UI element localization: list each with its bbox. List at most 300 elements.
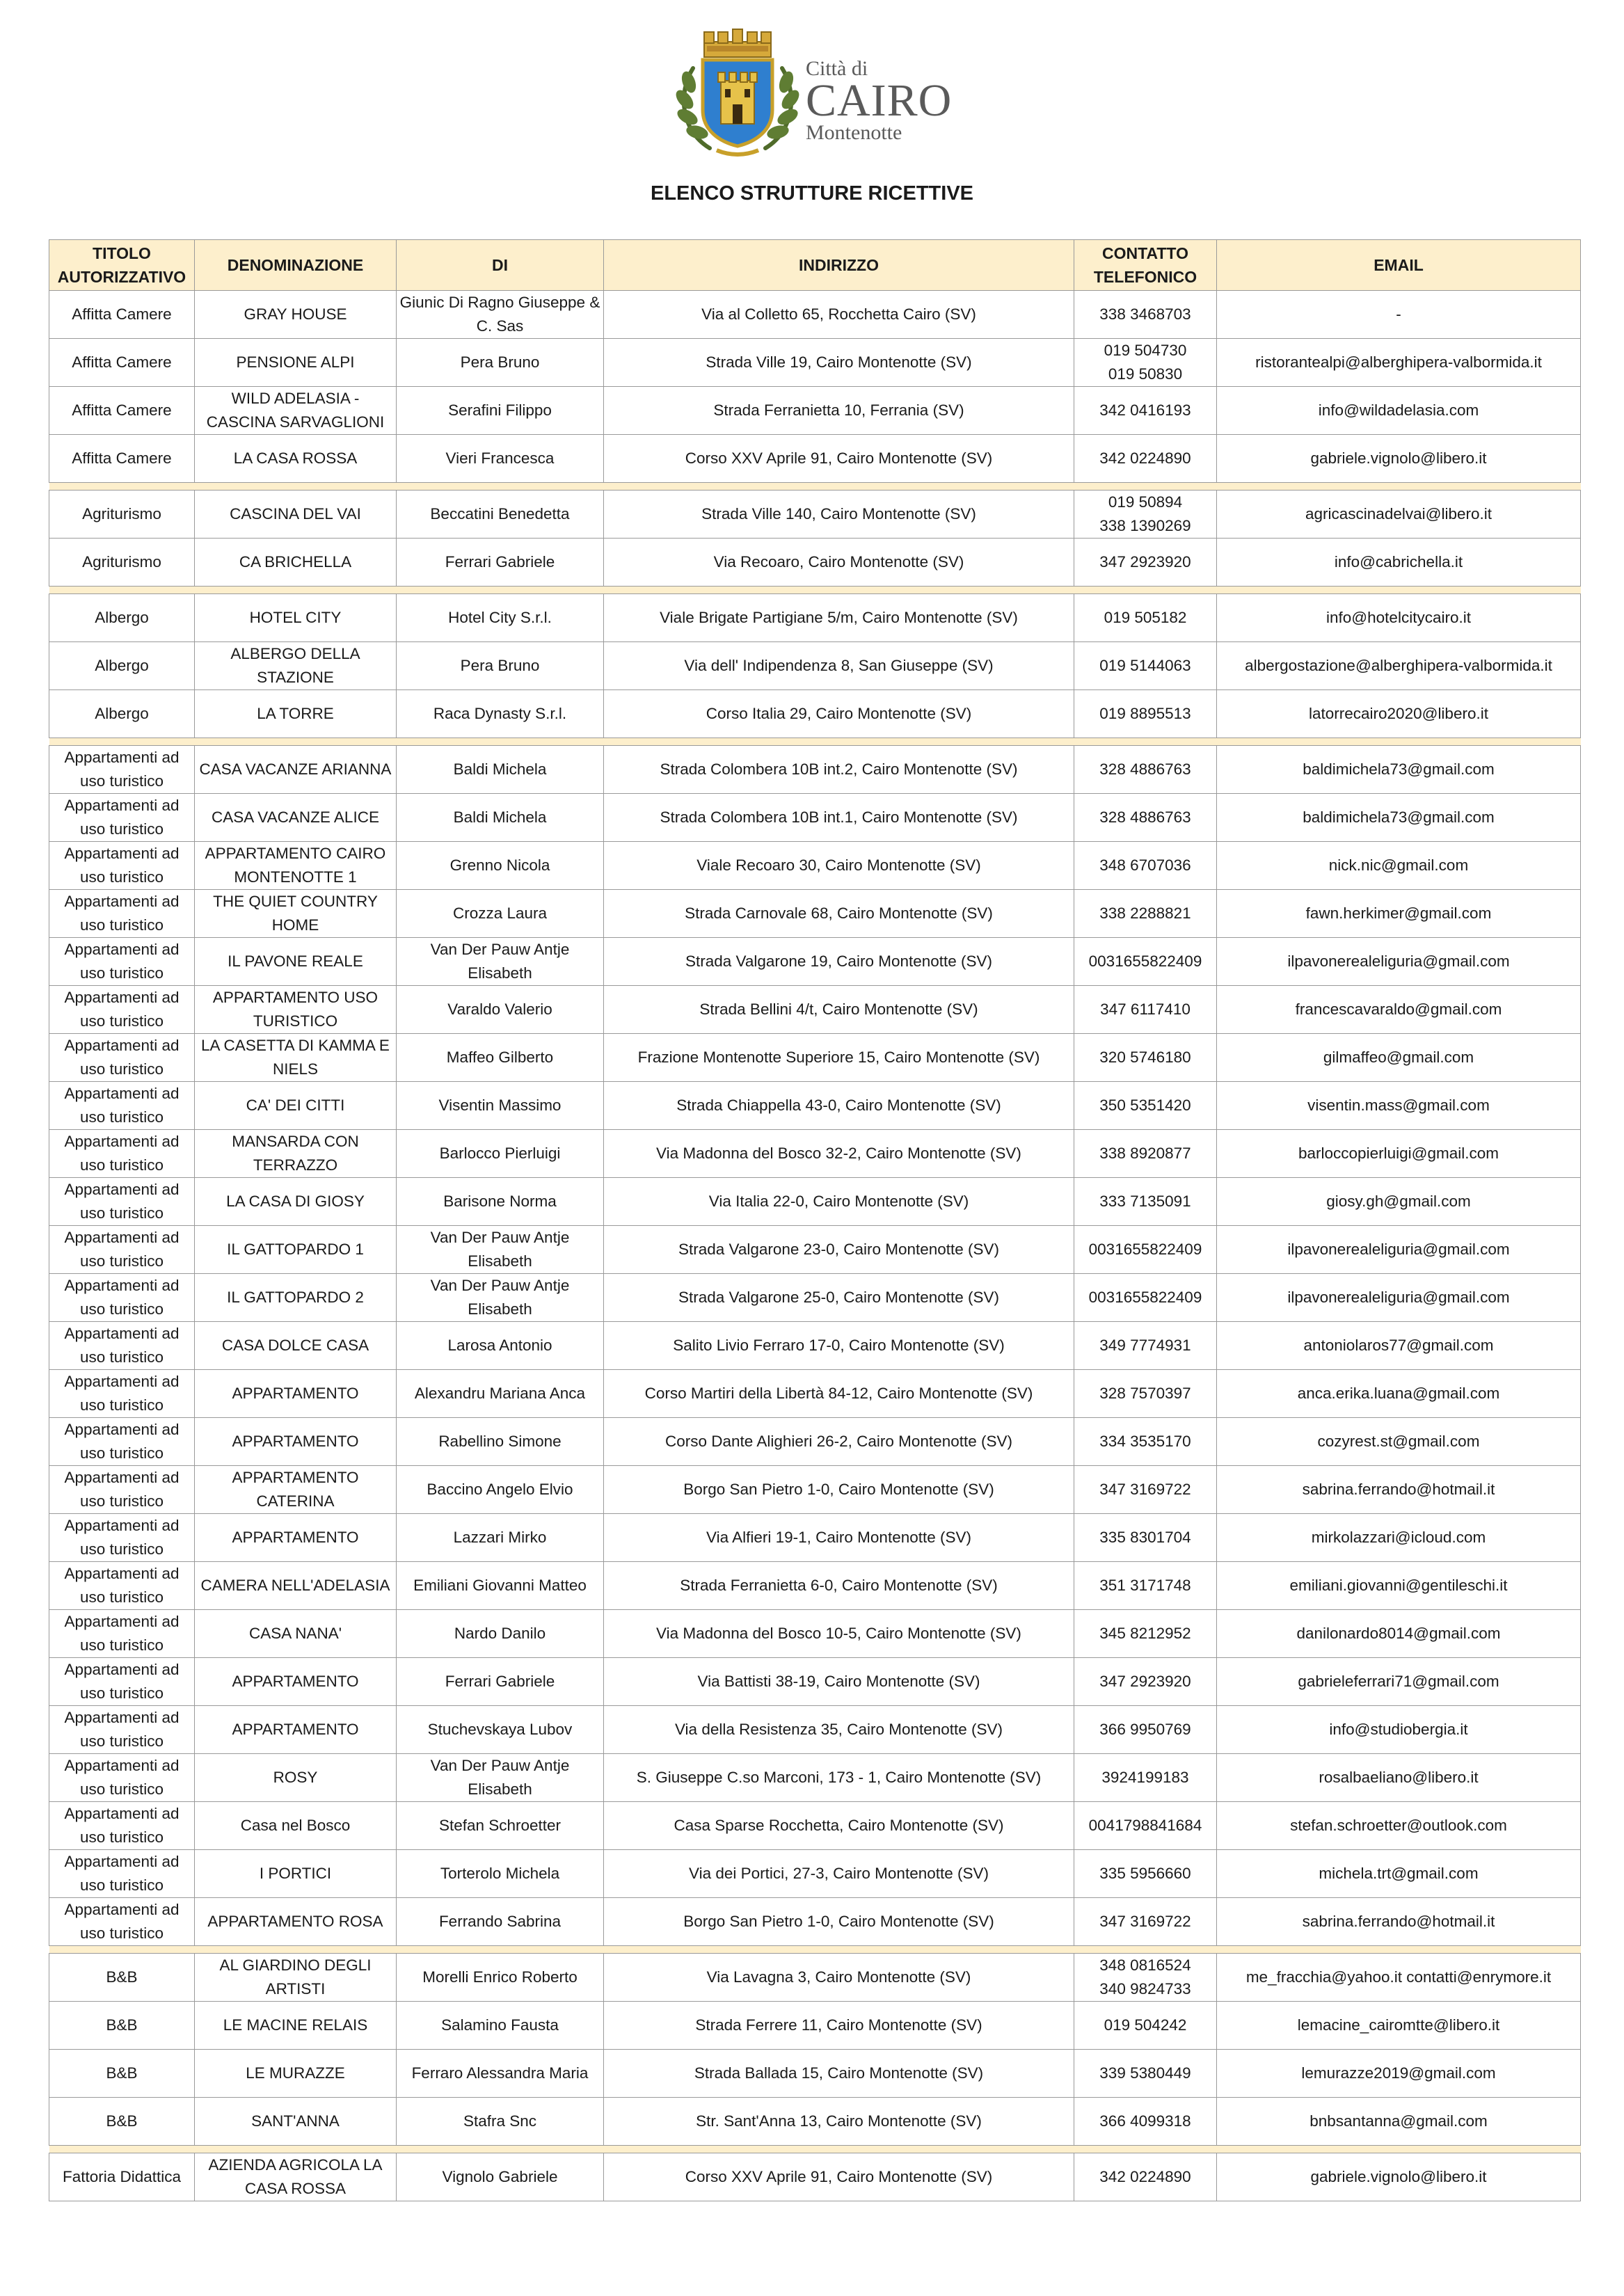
cell-email: giosy.gh@gmail.com	[1217, 1178, 1581, 1226]
cell-di: Baldi Michela	[397, 794, 604, 842]
cell-di: Van Der Pauw Antje Elisabeth	[397, 1274, 604, 1322]
cell-indirizzo: Via dell' Indipendenza 8, San Giuseppe (SV)	[604, 642, 1074, 690]
group-separator	[49, 738, 1581, 746]
cell-contatto: 019 504242	[1074, 2002, 1217, 2050]
group-separator-cell	[49, 483, 1581, 491]
cell-email: danilonardo8014@gmail.com	[1217, 1610, 1581, 1658]
cell-denominazione: LE MURAZZE	[195, 2050, 397, 2098]
cell-titolo: B&B	[49, 1954, 195, 2002]
cell-di: Grenno Nicola	[397, 842, 604, 890]
cell-denominazione: THE QUIET COUNTRY HOME	[195, 890, 397, 938]
cell-titolo: Appartamenti ad uso turistico	[49, 1898, 195, 1946]
cell-email: lemacine_cairomtte@libero.it	[1217, 2002, 1581, 2050]
table-row	[49, 986, 1581, 1034]
cell-email: stefan.schroetter@outlook.com	[1217, 1802, 1581, 1850]
cell-di: Serafini Filippo	[397, 387, 604, 435]
cell-denominazione: AZIENDA AGRICOLA LA CASA ROSSA	[195, 2153, 397, 2201]
cell-email: gilmaffeo@gmail.com	[1217, 1034, 1581, 1082]
cell-di: Vignolo Gabriele	[397, 2153, 604, 2201]
table-row	[49, 2098, 1581, 2146]
cell-di: Ferrari Gabriele	[397, 539, 604, 587]
cell-indirizzo: Via dei Portici, 27-3, Cairo Montenotte (SV)	[604, 1850, 1074, 1898]
cell-titolo: Appartamenti ad uso turistico	[49, 1226, 195, 1274]
cell-di: Stuchevskaya Lubov	[397, 1706, 604, 1754]
cell-di: Rabellino Simone	[397, 1418, 604, 1466]
cell-titolo: Appartamenti ad uso turistico	[49, 1274, 195, 1322]
table-row	[49, 1954, 1581, 2002]
cell-denominazione: SANT'ANNA	[195, 2098, 397, 2146]
cell-titolo: Appartamenti ad uso turistico	[49, 1370, 195, 1418]
cell-titolo: Agriturismo	[49, 491, 195, 539]
cell-contatto: 347 3169722	[1074, 1898, 1217, 1946]
cell-contatto: 0031655822409	[1074, 1274, 1217, 1322]
cell-indirizzo: Borgo San Pietro 1-0, Cairo Montenotte (SV)	[604, 1898, 1074, 1946]
cell-titolo: Appartamenti ad uso turistico	[49, 1802, 195, 1850]
cell-contatto: 328 7570397	[1074, 1370, 1217, 1418]
cell-indirizzo: Viale Recoaro 30, Cairo Montenotte (SV)	[604, 842, 1074, 890]
table-header-row	[49, 240, 1581, 291]
cell-denominazione: LA CASA DI GIOSY	[195, 1178, 397, 1226]
city-logo	[668, 26, 953, 166]
cell-contatto: 339 5380449	[1074, 2050, 1217, 2098]
cell-denominazione: IL GATTOPARDO 2	[195, 1274, 397, 1322]
document-title: ELENCO STRUTTURE RICETTIVE	[650, 182, 973, 205]
table-row	[49, 1658, 1581, 1706]
cell-titolo: Appartamenti ad uso turistico	[49, 842, 195, 890]
cell-indirizzo: Via Italia 22-0, Cairo Montenotte (SV)	[604, 1178, 1074, 1226]
cell-contatto: 0031655822409	[1074, 1226, 1217, 1274]
cell-denominazione: APPARTAMENTO CATERINA	[195, 1466, 397, 1514]
cell-denominazione: LA CASA ROSSA	[195, 435, 397, 483]
cell-indirizzo: Via Lavagna 3, Cairo Montenotte (SV)	[604, 1954, 1074, 2002]
cell-titolo: Appartamenti ad uso turistico	[49, 1850, 195, 1898]
cell-contatto: 328 4886763	[1074, 746, 1217, 794]
cell-contatto: 320 5746180	[1074, 1034, 1217, 1082]
cell-titolo: Fattoria Didattica	[49, 2153, 195, 2201]
cell-contatto: 347 6117410	[1074, 986, 1217, 1034]
cell-denominazione: IL GATTOPARDO 1	[195, 1226, 397, 1274]
cell-email: agricascinadelvai@libero.it	[1217, 491, 1581, 539]
cell-email: rosalbaeliano@libero.it	[1217, 1754, 1581, 1802]
cell-contatto: 019 8895513	[1074, 690, 1217, 738]
cell-titolo: Appartamenti ad uso turistico	[49, 1418, 195, 1466]
cell-indirizzo: Strada Valgarone 23-0, Cairo Montenotte (SV)	[604, 1226, 1074, 1274]
cell-denominazione: ALBERGO DELLA STAZIONE	[195, 642, 397, 690]
table-row	[49, 291, 1581, 339]
cell-di: Salamino Fausta	[397, 2002, 604, 2050]
cell-contatto: 019 50894 338 1390269	[1074, 491, 1217, 539]
group-separator	[49, 587, 1581, 594]
cell-titolo: Affitta Camere	[49, 387, 195, 435]
table-row	[49, 594, 1581, 642]
table-row	[49, 1082, 1581, 1130]
cell-indirizzo: Strada Ferrere 11, Cairo Montenotte (SV)	[604, 2002, 1074, 2050]
cell-email: michela.trt@gmail.com	[1217, 1850, 1581, 1898]
cell-email: bnbsantanna@gmail.com	[1217, 2098, 1581, 2146]
cell-contatto: 348 0816524 340 9824733	[1074, 1954, 1217, 2002]
table-header	[49, 240, 1581, 291]
cell-indirizzo: Corso XXV Aprile 91, Cairo Montenotte (SV)	[604, 2153, 1074, 2201]
cell-di: Varaldo Valerio	[397, 986, 604, 1034]
cell-contatto: 333 7135091	[1074, 1178, 1217, 1226]
cell-indirizzo: Viale Brigate Partigiane 5/m, Cairo Montenotte (SV)	[604, 594, 1074, 642]
cell-denominazione: APPARTAMENTO	[195, 1706, 397, 1754]
table-row	[49, 642, 1581, 690]
group-separator	[49, 483, 1581, 491]
table-row	[49, 1322, 1581, 1370]
cell-email: nick.nic@gmail.com	[1217, 842, 1581, 890]
cell-email: gabrieleferrari71@gmail.com	[1217, 1658, 1581, 1706]
cell-email: info@hotelcitycairo.it	[1217, 594, 1581, 642]
table-row	[49, 1706, 1581, 1754]
table-row	[49, 1274, 1581, 1322]
cell-di: Visentin Massimo	[397, 1082, 604, 1130]
cell-titolo: Appartamenti ad uso turistico	[49, 1082, 195, 1130]
cell-contatto: 350 5351420	[1074, 1082, 1217, 1130]
cell-di: Van Der Pauw Antje Elisabeth	[397, 1754, 604, 1802]
cell-indirizzo: Strada Chiappella 43-0, Cairo Montenotte (SV)	[604, 1082, 1074, 1130]
cell-contatto: 366 9950769	[1074, 1706, 1217, 1754]
cell-email: emiliani.giovanni@gentileschi.it	[1217, 1562, 1581, 1610]
cell-email: gabriele.vignolo@libero.it	[1217, 2153, 1581, 2201]
cell-indirizzo: S. Giuseppe C.so Marconi, 173 - 1, Cairo Montenotte (SV)	[604, 1754, 1074, 1802]
cell-titolo: Appartamenti ad uso turistico	[49, 938, 195, 986]
cell-email: sabrina.ferrando@hotmail.it	[1217, 1898, 1581, 1946]
cell-email: barloccopierluigi@gmail.com	[1217, 1130, 1581, 1178]
cell-denominazione: APPARTAMENTO	[195, 1514, 397, 1562]
cell-contatto: 328 4886763	[1074, 794, 1217, 842]
cell-indirizzo: Casa Sparse Rocchetta, Cairo Montenotte (SV)	[604, 1802, 1074, 1850]
group-separator-cell	[49, 587, 1581, 594]
table-row	[49, 1898, 1581, 1946]
cell-titolo: Albergo	[49, 642, 195, 690]
cell-di: Nardo Danilo	[397, 1610, 604, 1658]
cell-indirizzo: Strada Ferranietta 10, Ferrania (SV)	[604, 387, 1074, 435]
cell-indirizzo: Via Madonna del Bosco 10-5, Cairo Montenotte (SV)	[604, 1610, 1074, 1658]
cell-titolo: Appartamenti ad uso turistico	[49, 1178, 195, 1226]
cell-denominazione: CASCINA DEL VAI	[195, 491, 397, 539]
cell-denominazione: CAMERA NELL'ADELASIA	[195, 1562, 397, 1610]
cell-email: fawn.herkimer@gmail.com	[1217, 890, 1581, 938]
table-row	[49, 890, 1581, 938]
cell-titolo: Appartamenti ad uso turistico	[49, 1034, 195, 1082]
cell-contatto: 347 2923920	[1074, 539, 1217, 587]
cell-email: info@studiobergia.it	[1217, 1706, 1581, 1754]
cell-di: Hotel City S.r.l.	[397, 594, 604, 642]
cell-titolo: Affitta Camere	[49, 291, 195, 339]
cell-di: Emiliani Giovanni Matteo	[397, 1562, 604, 1610]
cell-titolo: Appartamenti ad uso turistico	[49, 746, 195, 794]
cell-email: me_fracchia@yahoo.it contatti@enrymore.it	[1217, 1954, 1581, 2002]
cell-di: Maffeo Gilberto	[397, 1034, 604, 1082]
cell-email: ilpavonerealeliguria@gmail.com	[1217, 938, 1581, 986]
cell-titolo: Appartamenti ad uso turistico	[49, 1130, 195, 1178]
cell-titolo: Albergo	[49, 594, 195, 642]
cell-email: info@wildadelasia.com	[1217, 387, 1581, 435]
column-header-titolo: TITOLO AUTORIZZATIVO	[49, 240, 195, 291]
cell-di: Alexandru Mariana Anca	[397, 1370, 604, 1418]
group-separator	[49, 2146, 1581, 2153]
cell-email: lemurazze2019@gmail.com	[1217, 2050, 1581, 2098]
cell-email: -	[1217, 291, 1581, 339]
cell-di: Pera Bruno	[397, 339, 604, 387]
cell-denominazione: I PORTICI	[195, 1850, 397, 1898]
cell-indirizzo: Frazione Montenotte Superiore 15, Cairo Montenotte (SV)	[604, 1034, 1074, 1082]
cell-titolo: Albergo	[49, 690, 195, 738]
cell-email: baldimichela73@gmail.com	[1217, 746, 1581, 794]
cell-email: baldimichela73@gmail.com	[1217, 794, 1581, 842]
cell-di: Raca Dynasty S.r.l.	[397, 690, 604, 738]
logo-line3: Montenotte	[806, 121, 902, 144]
cell-contatto: 338 8920877	[1074, 1130, 1217, 1178]
cell-di: Morelli Enrico Roberto	[397, 1954, 604, 2002]
cell-contatto: 0041798841684	[1074, 1802, 1217, 1850]
cell-titolo: B&B	[49, 2098, 195, 2146]
cell-titolo: Appartamenti ad uso turistico	[49, 1610, 195, 1658]
logo-line1: Città di	[806, 57, 868, 80]
cell-denominazione: IL PAVONE REALE	[195, 938, 397, 986]
table-row	[49, 1226, 1581, 1274]
table-row	[49, 842, 1581, 890]
cell-email: ilpavonerealeliguria@gmail.com	[1217, 1274, 1581, 1322]
cell-di: Crozza Laura	[397, 890, 604, 938]
cell-indirizzo: Strada Valgarone 25-0, Cairo Montenotte (SV)	[604, 1274, 1074, 1322]
cell-titolo: Appartamenti ad uso turistico	[49, 1658, 195, 1706]
cell-di: Baldi Michela	[397, 746, 604, 794]
cell-di: Larosa Antonio	[397, 1322, 604, 1370]
table-row	[49, 1178, 1581, 1226]
cell-titolo: B&B	[49, 2002, 195, 2050]
cell-email: ilpavonerealeliguria@gmail.com	[1217, 1226, 1581, 1274]
cell-contatto: 342 0416193	[1074, 387, 1217, 435]
cell-titolo: Appartamenti ad uso turistico	[49, 986, 195, 1034]
cell-contatto: 019 504730 019 50830	[1074, 339, 1217, 387]
cell-indirizzo: Via Recoaro, Cairo Montenotte (SV)	[604, 539, 1074, 587]
cell-titolo: Appartamenti ad uso turistico	[49, 1754, 195, 1802]
cell-denominazione: GRAY HOUSE	[195, 291, 397, 339]
accommodation-table	[49, 239, 1581, 2201]
column-header-contatto: CONTATTO TELEFONICO	[1074, 240, 1217, 291]
table-row	[49, 746, 1581, 794]
cell-di: Torterolo Michela	[397, 1850, 604, 1898]
cell-email: info@cabrichella.it	[1217, 539, 1581, 587]
cell-email: antoniolaros77@gmail.com	[1217, 1322, 1581, 1370]
group-separator-cell	[49, 1946, 1581, 1954]
cell-email: ristorantealpi@alberghipera-valbormida.it	[1217, 339, 1581, 387]
cell-email: sabrina.ferrando@hotmail.it	[1217, 1466, 1581, 1514]
cell-di: Stafra Snc	[397, 2098, 604, 2146]
table-row	[49, 1418, 1581, 1466]
cell-di: Giunic Di Ragno Giuseppe & C. Sas	[397, 291, 604, 339]
cell-email: mirkolazzari@icloud.com	[1217, 1514, 1581, 1562]
cell-di: Barlocco Pierluigi	[397, 1130, 604, 1178]
table-row	[49, 1034, 1581, 1082]
cell-denominazione: CASA NANA'	[195, 1610, 397, 1658]
cell-indirizzo: Via Alfieri 19-1, Cairo Montenotte (SV)	[604, 1514, 1074, 1562]
cell-indirizzo: Str. Sant'Anna 13, Cairo Montenotte (SV)	[604, 2098, 1074, 2146]
table-row	[49, 2002, 1581, 2050]
table-row	[49, 435, 1581, 483]
cell-di: Beccatini Benedetta	[397, 491, 604, 539]
cell-contatto: 351 3171748	[1074, 1562, 1217, 1610]
table-row	[49, 794, 1581, 842]
accommodation-table-container	[49, 239, 1580, 2201]
cell-indirizzo: Via Madonna del Bosco 32-2, Cairo Montenotte (SV)	[604, 1130, 1074, 1178]
cell-indirizzo: Corso Italia 29, Cairo Montenotte (SV)	[604, 690, 1074, 738]
table-row	[49, 1562, 1581, 1610]
logo-wordmark	[806, 58, 952, 143]
cell-di: Vieri Francesca	[397, 435, 604, 483]
cell-di: Barisone Norma	[397, 1178, 604, 1226]
table-row	[49, 1130, 1581, 1178]
cell-email: francescavaraldo@gmail.com	[1217, 986, 1581, 1034]
cell-di: Baccino Angelo Elvio	[397, 1466, 604, 1514]
cell-titolo: Appartamenti ad uso turistico	[49, 1322, 195, 1370]
cell-indirizzo: Corso Dante Alighieri 26-2, Cairo Montenotte (SV)	[604, 1418, 1074, 1466]
cell-denominazione: CASA VACANZE ARIANNA	[195, 746, 397, 794]
table-row	[49, 1514, 1581, 1562]
cell-indirizzo: Via della Resistenza 35, Cairo Montenotte (SV)	[604, 1706, 1074, 1754]
table-row	[49, 339, 1581, 387]
cell-contatto: 342 0224890	[1074, 2153, 1217, 2201]
table-row	[49, 387, 1581, 435]
cell-denominazione: APPARTAMENTO CAIRO MONTENOTTE 1	[195, 842, 397, 890]
cell-denominazione: MANSARDA CON TERRAZZO	[195, 1130, 397, 1178]
cell-titolo: Appartamenti ad uso turistico	[49, 1466, 195, 1514]
cell-indirizzo: Salito Livio Ferraro 17-0, Cairo Montenotte (SV)	[604, 1322, 1074, 1370]
cell-contatto: 347 3169722	[1074, 1466, 1217, 1514]
cell-titolo: Appartamenti ad uso turistico	[49, 1514, 195, 1562]
cell-denominazione: HOTEL CITY	[195, 594, 397, 642]
cell-email: anca.erika.luana@gmail.com	[1217, 1370, 1581, 1418]
cell-di: Ferrari Gabriele	[397, 1658, 604, 1706]
group-separator-cell	[49, 2146, 1581, 2153]
cell-indirizzo: Strada Colombera 10B int.2, Cairo Montenotte (SV)	[604, 746, 1074, 794]
cell-di: Pera Bruno	[397, 642, 604, 690]
cell-denominazione: Casa nel Bosco	[195, 1802, 397, 1850]
table-row	[49, 1850, 1581, 1898]
table-body	[49, 291, 1581, 2201]
table-row	[49, 491, 1581, 539]
table-row	[49, 938, 1581, 986]
cell-contatto: 338 2288821	[1074, 890, 1217, 938]
cell-email: albergostazione@alberghipera-valbormida.it	[1217, 642, 1581, 690]
cell-contatto: 334 3535170	[1074, 1418, 1217, 1466]
cell-denominazione: ROSY	[195, 1754, 397, 1802]
column-header-di: DI	[397, 240, 604, 291]
cell-contatto: 342 0224890	[1074, 435, 1217, 483]
cell-indirizzo: Strada Ville 19, Cairo Montenotte (SV)	[604, 339, 1074, 387]
cell-denominazione: APPARTAMENTO	[195, 1658, 397, 1706]
cell-indirizzo: Strada Carnovale 68, Cairo Montenotte (SV)	[604, 890, 1074, 938]
cell-contatto: 335 5956660	[1074, 1850, 1217, 1898]
table-row	[49, 690, 1581, 738]
cell-denominazione: CA BRICHELLA	[195, 539, 397, 587]
cell-di: Ferraro Alessandra Maria	[397, 2050, 604, 2098]
cell-denominazione: APPARTAMENTO	[195, 1370, 397, 1418]
cell-denominazione: LA TORRE	[195, 690, 397, 738]
cell-denominazione: PENSIONE ALPI	[195, 339, 397, 387]
cell-denominazione: AL GIARDINO DEGLI ARTISTI	[195, 1954, 397, 2002]
cell-indirizzo: Via Battisti 38-19, Cairo Montenotte (SV)	[604, 1658, 1074, 1706]
cell-contatto: 349 7774931	[1074, 1322, 1217, 1370]
cell-indirizzo: Strada Colombera 10B int.1, Cairo Montenotte (SV)	[604, 794, 1074, 842]
cell-indirizzo: Strada Ferranietta 6-0, Cairo Montenotte (SV)	[604, 1562, 1074, 1610]
cell-titolo: Agriturismo	[49, 539, 195, 587]
table-row	[49, 1466, 1581, 1514]
column-header-indirizzo: INDIRIZZO	[604, 240, 1074, 291]
column-header-email: EMAIL	[1217, 240, 1581, 291]
table-row	[49, 2153, 1581, 2201]
cell-denominazione: CASA DOLCE CASA	[195, 1322, 397, 1370]
cell-denominazione: APPARTAMENTO ROSA	[195, 1898, 397, 1946]
cell-contatto: 0031655822409	[1074, 938, 1217, 986]
cell-di: Stefan Schroetter	[397, 1802, 604, 1850]
table-row	[49, 1802, 1581, 1850]
cell-denominazione: WILD ADELASIA - CASCINA SARVAGLIONI	[195, 387, 397, 435]
cell-contatto: 347 2923920	[1074, 1658, 1217, 1706]
cell-email: gabriele.vignolo@libero.it	[1217, 435, 1581, 483]
cell-contatto: 3924199183	[1074, 1754, 1217, 1802]
cell-denominazione: CA' DEI CITTI	[195, 1082, 397, 1130]
cell-contatto: 348 6707036	[1074, 842, 1217, 890]
cell-indirizzo: Strada Ballada 15, Cairo Montenotte (SV)	[604, 2050, 1074, 2098]
cell-titolo: Affitta Camere	[49, 435, 195, 483]
city-crest-icon	[668, 26, 807, 166]
cell-denominazione: LE MACINE RELAIS	[195, 2002, 397, 2050]
cell-denominazione: CASA VACANZE ALICE	[195, 794, 397, 842]
cell-indirizzo: Corso XXV Aprile 91, Cairo Montenotte (SV)	[604, 435, 1074, 483]
column-header-denominazione: DENOMINAZIONE	[195, 240, 397, 291]
cell-indirizzo: Strada Bellini 4/t, Cairo Montenotte (SV)	[604, 986, 1074, 1034]
cell-indirizzo: Corso Martiri della Libertà 84-12, Cairo Montenotte (SV)	[604, 1370, 1074, 1418]
cell-indirizzo: Strada Ville 140, Cairo Montenotte (SV)	[604, 491, 1074, 539]
cell-titolo: Appartamenti ad uso turistico	[49, 1706, 195, 1754]
cell-contatto: 338 3468703	[1074, 291, 1217, 339]
table-row	[49, 2050, 1581, 2098]
cell-titolo: Appartamenti ad uso turistico	[49, 890, 195, 938]
group-separator	[49, 1946, 1581, 1954]
cell-di: Van Der Pauw Antje Elisabeth	[397, 938, 604, 986]
cell-indirizzo: Via al Colletto 65, Rocchetta Cairo (SV)	[604, 291, 1074, 339]
cell-email: latorrecairo2020@libero.it	[1217, 690, 1581, 738]
cell-contatto: 345 8212952	[1074, 1610, 1217, 1658]
table-row	[49, 1610, 1581, 1658]
cell-contatto: 019 505182	[1074, 594, 1217, 642]
cell-titolo: Affitta Camere	[49, 339, 195, 387]
cell-contatto: 366 4099318	[1074, 2098, 1217, 2146]
cell-titolo: Appartamenti ad uso turistico	[49, 1562, 195, 1610]
cell-di: Ferrando Sabrina	[397, 1898, 604, 1946]
cell-indirizzo: Strada Valgarone 19, Cairo Montenotte (SV)	[604, 938, 1074, 986]
cell-titolo: B&B	[49, 2050, 195, 2098]
cell-email: cozyrest.st@gmail.com	[1217, 1418, 1581, 1466]
cell-indirizzo: Borgo San Pietro 1-0, Cairo Montenotte (SV)	[604, 1466, 1074, 1514]
logo-line2: CAIRO	[806, 75, 953, 126]
cell-contatto: 019 5144063	[1074, 642, 1217, 690]
table-row	[49, 1754, 1581, 1802]
cell-denominazione: APPARTAMENTO	[195, 1418, 397, 1466]
cell-denominazione: APPARTAMENTO USO TURISTICO	[195, 986, 397, 1034]
cell-contatto: 335 8301704	[1074, 1514, 1217, 1562]
cell-denominazione: LA CASETTA DI KAMMA E NIELS	[195, 1034, 397, 1082]
table-row	[49, 539, 1581, 587]
cell-di: Van Der Pauw Antje Elisabeth	[397, 1226, 604, 1274]
cell-email: visentin.mass@gmail.com	[1217, 1082, 1581, 1130]
group-separator-cell	[49, 738, 1581, 746]
table-row	[49, 1370, 1581, 1418]
cell-titolo: Appartamenti ad uso turistico	[49, 794, 195, 842]
